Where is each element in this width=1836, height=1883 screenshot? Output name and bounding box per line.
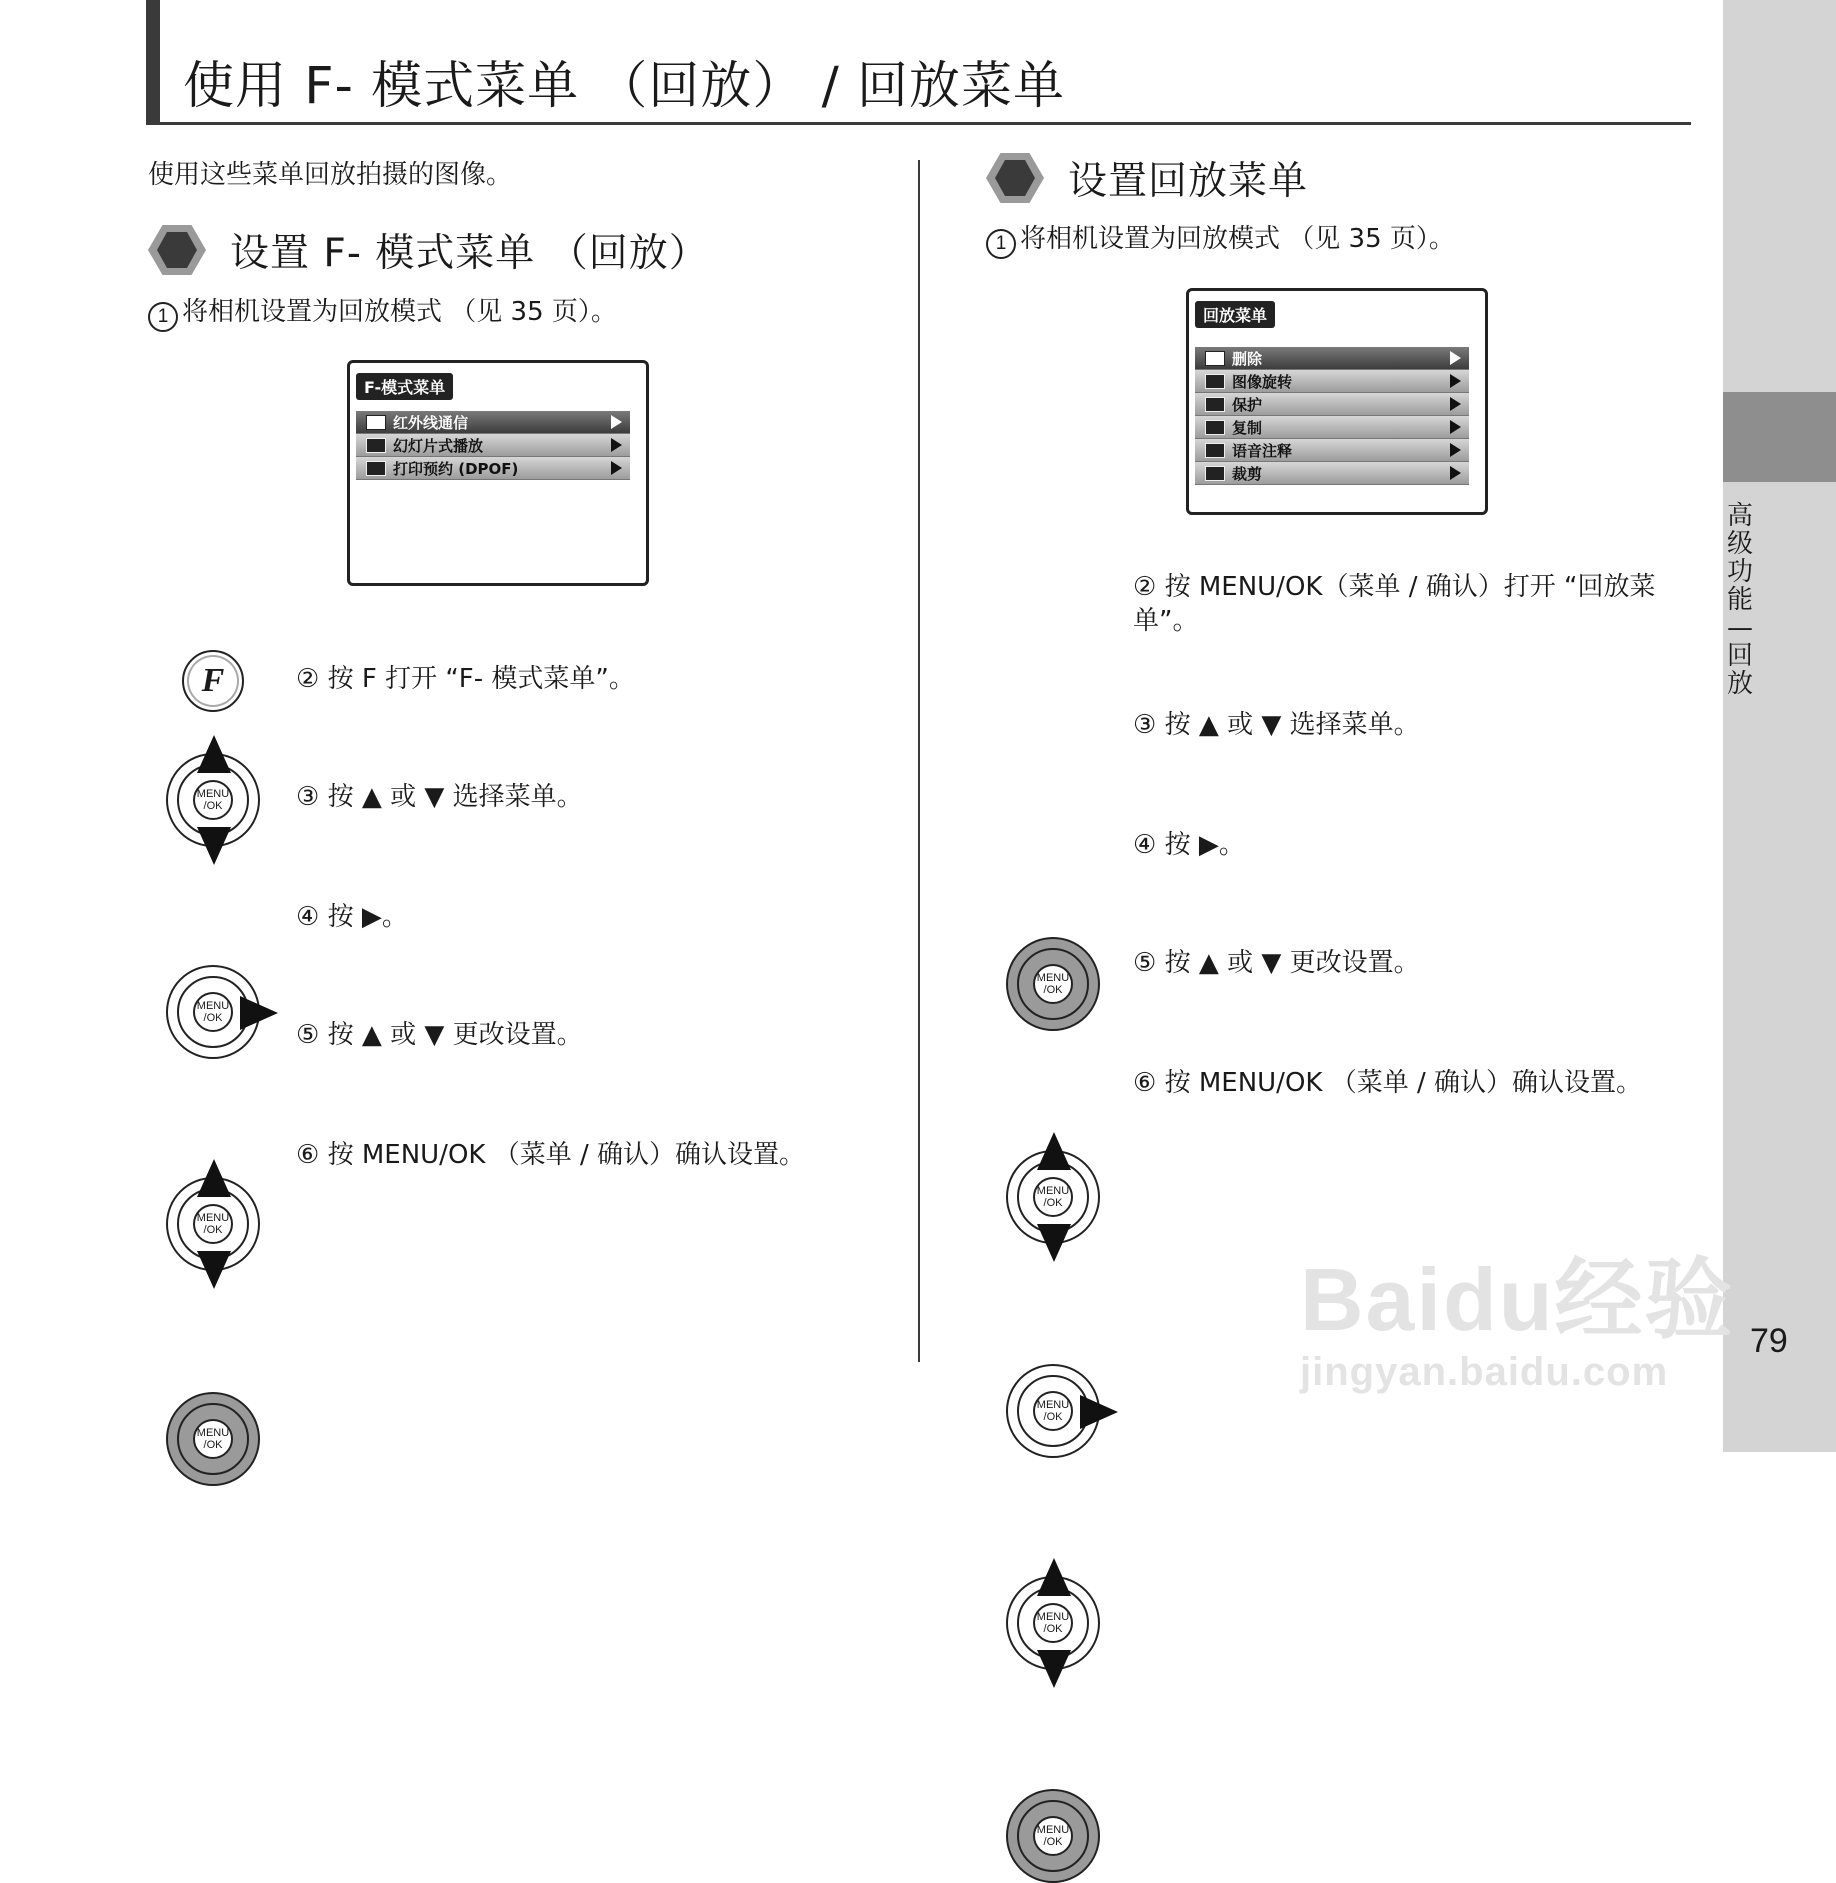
f-mode-menu-screen xyxy=(347,360,649,586)
hexagon-bullet-icon xyxy=(148,225,206,275)
right-section-heading xyxy=(986,150,1308,206)
menu-ok-dial-icon: MENU /OK xyxy=(1006,937,1100,1031)
menu-ok-dial-icon: MENU /OK xyxy=(166,1392,260,1486)
menu-item[interactable]: 复制 xyxy=(1195,416,1469,439)
page-title: 使用 F- 模式菜单 （回放） / 回放菜单 xyxy=(183,57,1065,116)
slideshow-icon xyxy=(366,438,386,453)
side-tab-marker xyxy=(1723,392,1836,482)
menu-list xyxy=(1195,347,1469,485)
menu-item[interactable]: 图像旋转 xyxy=(1195,370,1469,393)
right-dial-icon: MENU /OK xyxy=(1006,1364,1100,1458)
trim-icon xyxy=(1205,466,1225,481)
playback-menu-screen xyxy=(1186,288,1488,515)
right-step-6: ⑥ 按 MENU/OK （菜单 / 确认）确认设置。 xyxy=(1133,1068,1643,1098)
left-step-5: ⑤ 按 ▲ 或 ▼ 更改设置。 xyxy=(296,1020,583,1050)
menu-item[interactable]: 语音注释 xyxy=(1195,439,1469,462)
hexagon-bullet-icon xyxy=(986,153,1044,203)
left-section-title: 设置 F- 模式菜单 （回放） xyxy=(230,231,709,276)
side-tab xyxy=(1723,0,1836,1452)
menu-list xyxy=(356,411,630,480)
trash-icon xyxy=(1205,351,1225,366)
right-step-5: ⑤ 按 ▲ 或 ▼ 更改设置。 xyxy=(1133,948,1420,978)
left-step-2: ② 按 F 打开 “F- 模式菜单”。 xyxy=(296,664,635,694)
left-step-1: 1 将相机设置为回放模式 （见 35 页）。 xyxy=(148,295,617,332)
menu-item[interactable]: 保护 xyxy=(1195,393,1469,416)
up-down-dial-icon: MENU /OK xyxy=(166,753,260,847)
arrow-right-icon xyxy=(611,415,622,429)
side-tab-label: 高级功能—回放 xyxy=(1726,501,1753,699)
intro-text: 使用这些菜单回放拍摄的图像。 xyxy=(148,160,513,190)
menu-item[interactable]: 删除 xyxy=(1195,347,1469,370)
arrow-right-icon xyxy=(1450,466,1461,480)
screen-tab-label: F-模式菜单 xyxy=(356,373,453,400)
header-accent-bar xyxy=(146,0,160,124)
infrared-icon xyxy=(366,415,386,430)
copy-icon xyxy=(1205,420,1225,435)
page-number: 79 xyxy=(1750,1322,1788,1360)
f-button-icon: F xyxy=(182,650,244,712)
arrow-right-icon xyxy=(1450,443,1461,457)
menu-item[interactable]: 裁剪 xyxy=(1195,462,1469,485)
column-divider xyxy=(918,160,920,1362)
rotate-icon xyxy=(1205,374,1225,389)
left-section-heading xyxy=(148,222,709,278)
arrow-right-icon xyxy=(1450,374,1461,388)
up-down-dial-icon: MENU /OK xyxy=(1006,1576,1100,1670)
arrow-right-icon xyxy=(1450,420,1461,434)
up-down-dial-icon: MENU /OK xyxy=(1006,1150,1100,1244)
left-step-3: ③ 按 ▲ 或 ▼ 选择菜单。 xyxy=(296,782,583,812)
key-icon xyxy=(1205,397,1225,412)
arrow-right-icon xyxy=(611,438,622,452)
arrow-right-icon xyxy=(1450,351,1461,365)
screen-tab-label: 回放菜单 xyxy=(1195,301,1275,328)
up-down-dial-icon: MENU /OK xyxy=(166,1177,260,1271)
right-step-3: ③ 按 ▲ 或 ▼ 选择菜单。 xyxy=(1133,710,1420,740)
menu-item[interactable]: 打印预约 (DPOF) xyxy=(356,457,630,480)
right-step-1: 1 将相机设置为回放模式 （见 35 页）。 xyxy=(986,222,1455,259)
header-rule xyxy=(146,122,1691,125)
menu-ok-dial-icon: MENU /OK xyxy=(1006,1789,1100,1883)
watermark: Baidu经验 jingyan.baidu.com xyxy=(1300,1250,1735,1394)
right-section-title: 设置回放菜单 xyxy=(1068,159,1309,204)
right-step-2: ② 按 MENU/OK（菜单 / 确认）打开 “回放菜单”。 xyxy=(1133,572,1656,636)
menu-item[interactable]: 幻灯片式播放 xyxy=(356,434,630,457)
voice-icon xyxy=(1205,443,1225,458)
print-icon xyxy=(366,461,386,476)
left-step-6: ⑥ 按 MENU/OK （菜单 / 确认）确认设置。 xyxy=(296,1140,806,1170)
arrow-right-icon xyxy=(1450,397,1461,411)
arrow-right-icon xyxy=(611,461,622,475)
right-dial-icon: MENU /OK xyxy=(166,965,260,1059)
menu-item[interactable]: 红外线通信 xyxy=(356,411,630,434)
left-step-4: ④ 按 ▶。 xyxy=(296,902,408,932)
right-step-4: ④ 按 ▶。 xyxy=(1133,830,1245,860)
